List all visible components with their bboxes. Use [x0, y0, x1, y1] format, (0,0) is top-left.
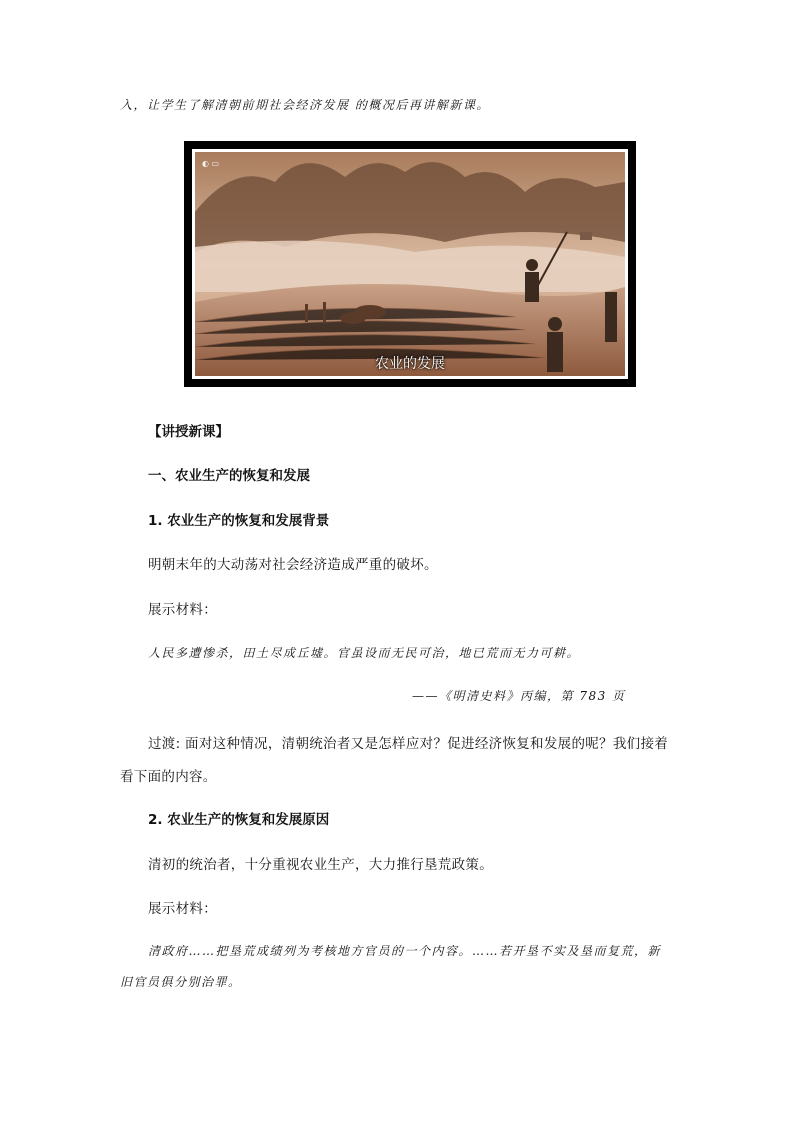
sub1-title: 1. 农业生产的恢复和发展背景 — [148, 513, 330, 529]
sub2-title: 2. 农业生产的恢复和发展原因 — [148, 812, 330, 828]
transition-line-2: 看下面的内容。 — [120, 769, 217, 785]
material-label-2: 展示材料： — [148, 901, 217, 917]
quote2-line-2: 旧官员俱分别治罪。 — [120, 975, 242, 989]
hut — [580, 232, 592, 240]
quote1-source: ——《明清史料》丙编，第 783 页 — [412, 689, 626, 703]
sub2-paragraph: 清初的统治者，十分重视农业生产，大力推行垦荒政策。 — [148, 857, 493, 873]
quote2-line-1: 清政府……把垦荒成绩列为考核地方官员的一个内容。……若开垦不实及垦而复荒，新 — [148, 944, 662, 958]
intro-line: 入，让学生了解清朝前期社会经济发展 的概况后再讲解新课。 — [120, 98, 490, 112]
figure-farming-painting — [184, 141, 636, 387]
quote1: 人民多遭惨杀，田土尽成丘墟。官虽设而无民可治，地已荒而无力可耕。 — [148, 646, 581, 660]
material-label-1: 展示材料： — [148, 602, 217, 618]
channel-logo-icon: ◐ ▭ — [202, 159, 220, 168]
section-heading: 【讲授新课】 — [148, 424, 229, 440]
painting-image — [195, 152, 625, 376]
figure-caption: 农业的发展 — [375, 356, 445, 372]
transition-line-1: 过渡: 面对这种情况，清朝统治者又是怎样应对？促进经济恢复和发展的呢？我们接着 — [148, 736, 669, 752]
part-one-title: 一、农业生产的恢复和发展 — [148, 468, 310, 484]
sub1-paragraph: 明朝末年的大动荡对社会经济造成严重的破坏。 — [148, 557, 438, 573]
